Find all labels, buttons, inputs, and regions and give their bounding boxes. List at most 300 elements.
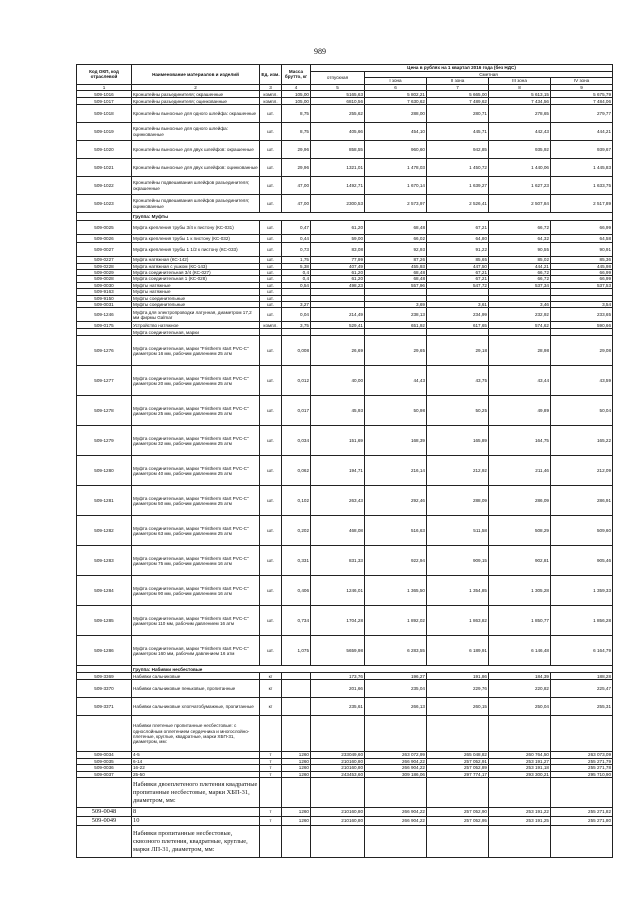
zone-1-price: 66,02 xyxy=(365,235,427,243)
item-unit: шт. xyxy=(260,546,282,576)
item-mass: 0,4 xyxy=(282,270,311,276)
zone-1-price: 263 072,99 xyxy=(365,752,427,758)
item-code: 509-1283 xyxy=(77,546,132,576)
release-price: 263,43 xyxy=(311,486,365,516)
release-price: 2300,53 xyxy=(311,195,365,213)
release-price: 173,76 xyxy=(311,673,365,680)
table-row xyxy=(77,680,613,698)
table-row xyxy=(77,516,613,546)
zone-2-price: 67,21 xyxy=(427,276,489,282)
zone-4-price: 255,31 xyxy=(551,698,613,716)
zone-2-price: 2 526,41 xyxy=(427,195,489,213)
zone-3-price: 85,02 xyxy=(489,257,551,263)
item-unit: т xyxy=(260,808,282,817)
zone-4-price: 444,21 xyxy=(551,123,613,141)
item-name: Набивки сальниковые пеньковые, пропитанные xyxy=(132,680,260,698)
zone-1-price: 309 186,06 xyxy=(365,771,427,777)
table-row xyxy=(77,336,613,366)
item-name: Кронштейны выносные для двух шлейфов: окрашенные xyxy=(132,141,260,159)
item-unit: шт. xyxy=(260,336,282,366)
zone-1-price: 50,98 xyxy=(365,396,427,426)
item-unit: кг xyxy=(260,698,282,716)
table-row xyxy=(77,123,613,141)
item-mass: 47,00 xyxy=(282,195,311,213)
zone-3-price: 1 627,23 xyxy=(489,177,551,195)
zone-1-price: 2 573,97 xyxy=(365,195,427,213)
item-mass: 1260 xyxy=(282,808,311,817)
header-mass: Масса брутто, кг xyxy=(282,65,311,85)
release-price: 26,69 xyxy=(311,336,365,366)
header-estimate-price: Сметная xyxy=(365,72,613,78)
item-code xyxy=(77,778,132,808)
header-code: Код ОКП, код отраслевой xyxy=(77,65,132,85)
item-mass xyxy=(282,680,311,698)
release-price: 61,20 xyxy=(311,221,365,235)
table-body xyxy=(77,91,613,858)
item-code: 509-3370 xyxy=(77,680,132,698)
zone-4-price: 263 073,09 xyxy=(551,752,613,758)
zone-1-price: 651,92 xyxy=(365,322,427,329)
item-code: 509-9163 xyxy=(77,289,132,295)
item-name: Набивки сальниковые хлопчатобумажные, пропитанные xyxy=(132,698,260,716)
zone-2-price: 257 052,91 xyxy=(427,758,489,764)
zone-3-price: 164,75 xyxy=(489,426,551,456)
zone-4-price: 590,66 xyxy=(551,322,613,329)
zone-4-price: 43,59 xyxy=(551,366,613,396)
item-code: 509-3369 xyxy=(77,673,132,680)
zone-4-price: 3,54 xyxy=(551,302,613,308)
release-price xyxy=(311,329,365,336)
item-name: 25-50 xyxy=(132,771,260,777)
release-price: 61,20 xyxy=(311,270,365,276)
item-unit xyxy=(260,716,282,752)
item-code: 509-1019 xyxy=(77,123,132,141)
item-name: Муфта соединительная, марки "Fristherm start PVC-C" диаметром 75 мм, рабочим давлением 16 атм xyxy=(132,546,260,576)
item-mass: 1260 xyxy=(282,771,311,777)
table-row xyxy=(77,817,613,826)
release-price: 529,41 xyxy=(311,322,365,329)
zone-3-price: 184,39 xyxy=(489,673,551,680)
zone-3-price: 902,81 xyxy=(489,546,551,576)
item-unit: компл. xyxy=(260,322,282,329)
item-mass: 29,96 xyxy=(282,141,311,159)
zone-4-price: 50,04 xyxy=(551,396,613,426)
zone-4-price: 255 271,82 xyxy=(551,808,613,817)
item-unit: шт. xyxy=(260,486,282,516)
zone-3-price: 253 191,22 xyxy=(489,808,551,817)
zone-4-price: 255 271,80 xyxy=(551,817,613,826)
header-zone-4: IV зона xyxy=(551,78,613,84)
item-unit: шт. xyxy=(260,295,282,301)
table-row xyxy=(77,243,613,257)
zone-4-price: 255 271,78 xyxy=(551,765,613,771)
item-unit: шт. xyxy=(260,289,282,295)
table-row xyxy=(77,329,613,336)
zone-4-price: 445,98 xyxy=(551,263,613,269)
zone-3-price: 5 613,15 xyxy=(489,91,551,98)
item-name: Муфта натяжная (КС-142) xyxy=(132,257,260,263)
zone-1-price: 960,60 xyxy=(365,141,427,159)
zone-3-price: 260 764,50 xyxy=(489,752,551,758)
release-price: 83,08 xyxy=(311,243,365,257)
zone-4-price xyxy=(551,826,613,858)
item-code: 509-0030 xyxy=(77,282,132,288)
zone-4-price: 1 633,75 xyxy=(551,177,613,195)
item-code: 509-0031 xyxy=(77,302,132,308)
item-code: 509-0035 xyxy=(77,758,132,764)
release-price xyxy=(311,826,365,858)
release-price: 210160,80 xyxy=(311,758,365,764)
item-unit: шт. xyxy=(260,302,282,308)
zone-1-price: 266 904,22 xyxy=(365,808,427,817)
item-code: 509-0048 xyxy=(77,808,132,817)
item-unit: т xyxy=(260,771,282,777)
zone-2-price: 234,99 xyxy=(427,308,489,322)
zone-2-price: 447,50 xyxy=(427,263,489,269)
zone-2-price: 5 665,00 xyxy=(427,91,489,98)
release-price: 468,08 xyxy=(311,516,365,546)
release-price: 210160,80 xyxy=(311,817,365,826)
item-name: Кронштейны выносные для двух шлейфов: оцинкованные xyxy=(132,159,260,177)
zone-3-price: 1 850,77 xyxy=(489,606,551,636)
table-row xyxy=(77,716,613,752)
zone-1-price: 266 904,22 xyxy=(365,765,427,771)
zone-3-price: 293 300,21 xyxy=(489,771,551,777)
item-code: 509-1023 xyxy=(77,195,132,213)
zone-3-price xyxy=(489,716,551,752)
item-unit: шт. xyxy=(260,243,282,257)
zone-3-price: 286,09 xyxy=(489,486,551,516)
zone-2-price xyxy=(427,826,489,858)
zone-3-price: 66,72 xyxy=(489,270,551,276)
zone-4-price xyxy=(551,778,613,808)
zone-1-price: 557,96 xyxy=(365,282,427,288)
zone-1-price: 3,69 xyxy=(365,302,427,308)
item-mass: 0,202 xyxy=(282,516,311,546)
zone-4-price: 188,28 xyxy=(551,673,613,680)
zone-3-price: 2 507,84 xyxy=(489,195,551,213)
zone-4-price: 64,58 xyxy=(551,235,613,243)
release-price: 214,49 xyxy=(311,308,365,322)
zone-4-price: 233,65 xyxy=(551,308,613,322)
item-name: Муфта крепления трубы 3/4 к пистону (КС-031) xyxy=(132,221,260,235)
zone-1-price: 288,00 xyxy=(365,105,427,123)
zone-1-price: 196,27 xyxy=(365,673,427,680)
table-row xyxy=(77,698,613,716)
item-name: Муфта соединительная, марки "Fristherm start PVC-C" диаметром 16 мм, рабочим давлением 25 атм xyxy=(132,336,260,366)
zone-4-price: 29,08 xyxy=(551,336,613,366)
item-code: 509-1285 xyxy=(77,606,132,636)
item-unit: шт. xyxy=(260,576,282,606)
item-mass: 5,38 xyxy=(282,263,311,269)
item-name: Муфта соединительная, марки "Fristherm start PVC-C" диаметром 63 мм, рабочим давлением 25 атм xyxy=(132,516,260,546)
column-number: 7 xyxy=(427,84,489,90)
item-name: Муфта соединительная, марки "Fristherm start PVC-C" диаметром 32 мм, рабочим давлением 25 атм xyxy=(132,426,260,456)
zone-4-price: 255 271,79 xyxy=(551,758,613,764)
item-code: 509-0036 xyxy=(77,765,132,771)
column-number: 8 xyxy=(489,84,551,90)
item-unit: кг xyxy=(260,680,282,698)
zone-4-price: 165,22 xyxy=(551,426,613,456)
zone-1-price: 238,13 xyxy=(365,308,427,322)
item-unit xyxy=(260,329,282,336)
table-row xyxy=(77,141,613,159)
zone-2-price: 942,85 xyxy=(427,141,489,159)
column-number: 1 xyxy=(77,84,132,90)
table-row xyxy=(77,606,613,636)
zone-3-price xyxy=(489,329,551,336)
table-row xyxy=(77,778,613,808)
table-row xyxy=(77,195,613,213)
item-code: 509-1278 xyxy=(77,396,132,426)
item-mass: 3,75 xyxy=(282,322,311,329)
item-name: Устройство натяжное xyxy=(132,322,260,329)
item-mass: 1260 xyxy=(282,765,311,771)
zone-4-price: 939,67 xyxy=(551,141,613,159)
item-name: Кронштейны выносные для одного шлейфа: окрашенные xyxy=(132,105,260,123)
item-name: Набивки двоеплетеного плетения квадратные пропитанные несбестовые, марки ХБП-31, диаметром, мм: xyxy=(132,778,260,808)
item-code: 509-0228 xyxy=(77,263,132,269)
item-mass: 3,27 xyxy=(282,302,311,308)
item-mass: 29,96 xyxy=(282,159,311,177)
item-code: 509-1279 xyxy=(77,426,132,456)
item-name: Муфта соединительная 1 (КС-028) xyxy=(132,276,260,282)
release-price: 233049,60 xyxy=(311,752,365,758)
item-unit: шт. xyxy=(260,141,282,159)
zone-3-price: 253 191,25 xyxy=(489,817,551,826)
table-row xyxy=(77,105,613,123)
zone-2-price: 29,18 xyxy=(427,336,489,366)
item-mass: 0,102 xyxy=(282,486,311,516)
price-table xyxy=(76,64,613,858)
zone-1-price: 455,93 xyxy=(365,263,427,269)
column-number: 2 xyxy=(132,84,260,90)
release-price: 194,71 xyxy=(311,456,365,486)
zone-1-price: 266 904,22 xyxy=(365,758,427,764)
header-prices-title: Цена в рублях на 1 квартал 2016 года (без НДС) xyxy=(311,65,613,72)
column-number: 6 xyxy=(365,84,427,90)
item-mass: 0,406 xyxy=(282,576,311,606)
item-code: 509-1280 xyxy=(77,456,132,486)
item-mass: 47,00 xyxy=(282,177,311,195)
zone-4-price: 286,91 xyxy=(551,486,613,516)
zone-4-price: 509,60 xyxy=(551,516,613,546)
zone-2-price: 257 052,89 xyxy=(427,765,489,771)
item-mass: 0,012 xyxy=(282,366,311,396)
item-name: Муфта соединительная, марки "Fristherm start PVC-C" диаметром 25 мм, рабочим давлением 25 атм xyxy=(132,396,260,426)
zone-4-price xyxy=(551,716,613,752)
item-unit: шт. xyxy=(260,396,282,426)
table-row xyxy=(77,826,613,858)
release-price: 407,49 xyxy=(311,263,365,269)
item-name: 8 xyxy=(132,808,260,817)
item-mass: 1,75 xyxy=(282,257,311,263)
item-name: Кронштейны подвешивания шлейфов разъединителя; оцинкованные xyxy=(132,195,260,213)
item-mass: 105,00 xyxy=(282,91,311,98)
zone-4-price: 537,53 xyxy=(551,282,613,288)
item-unit: т xyxy=(260,752,282,758)
item-name: 16-22 xyxy=(132,765,260,771)
zone-4-price: 90,91 xyxy=(551,243,613,257)
zone-1-price: 516,63 xyxy=(365,516,427,546)
item-code xyxy=(77,826,132,858)
item-code: 509-9150 xyxy=(77,295,132,301)
zone-2-price: 6 189,91 xyxy=(427,636,489,666)
zone-1-price xyxy=(365,716,427,752)
zone-3-price: 220,82 xyxy=(489,680,551,698)
zone-4-price: 6 164,79 xyxy=(551,636,613,666)
zone-3-price: 250,04 xyxy=(489,698,551,716)
zone-2-price xyxy=(427,716,489,752)
group-title: Группа: Набивки несбестовые xyxy=(132,666,613,673)
item-code: 509-1281 xyxy=(77,486,132,516)
column-number: 5 xyxy=(311,84,365,90)
zone-4-price: 2 517,89 xyxy=(551,195,613,213)
zone-2-price: 257 052,90 xyxy=(427,808,489,817)
zone-3-price: 66,72 xyxy=(489,276,551,282)
item-code: 509-1021 xyxy=(77,159,132,177)
header-zone-2: II зона xyxy=(427,78,489,84)
zone-1-price: 68,48 xyxy=(365,270,427,276)
zone-4-price: 1 359,33 xyxy=(551,576,613,606)
zone-4-price: 295 710,90 xyxy=(551,771,613,777)
zone-1-price xyxy=(365,778,427,808)
item-mass: 0,04 xyxy=(282,308,311,322)
zone-4-price: 1 856,28 xyxy=(551,606,613,636)
item-unit: т xyxy=(260,758,282,764)
item-unit: кг xyxy=(260,673,282,680)
item-code: 509-1277 xyxy=(77,366,132,396)
table-row xyxy=(77,235,613,243)
release-price: 1492,71 xyxy=(311,177,365,195)
release-price: 6810,56 xyxy=(311,98,365,105)
item-code: 509-1282 xyxy=(77,516,132,546)
zone-1-price: 922,94 xyxy=(365,546,427,576)
zone-4-price: 5 675,79 xyxy=(551,91,613,98)
item-mass xyxy=(282,778,311,808)
item-name: Набивки пропитанные несбестовые, сквозного плетения, квадратные, круглые, марки ЛП-31, диаметром, мм: xyxy=(132,826,260,858)
zone-2-price xyxy=(427,778,489,808)
table-row xyxy=(77,308,613,322)
zone-1-price: 92,93 xyxy=(365,243,427,257)
table-row xyxy=(77,177,613,195)
zone-1-price: 266 904,22 xyxy=(365,817,427,826)
item-mass xyxy=(282,673,311,680)
item-name: Кронштейны выносные для одного шлейфа: оцинкованные xyxy=(132,123,260,141)
item-code: 509-0028 xyxy=(77,276,132,282)
item-name: Муфта крепления трубы 1 к пистону (КС-032) xyxy=(132,235,260,243)
zone-1-price: 6 283,55 xyxy=(365,636,427,666)
zone-2-price: 617,65 xyxy=(427,322,489,329)
item-mass: 0,54 xyxy=(282,282,311,288)
release-price: 405,66 xyxy=(311,123,365,141)
zone-1-price: 44,43 xyxy=(365,366,427,396)
item-unit: компл. xyxy=(260,98,282,105)
release-price: 151,69 xyxy=(311,426,365,456)
item-name: Муфта соединительная, марки xyxy=(132,329,260,336)
zone-3-price: 278,65 xyxy=(489,105,551,123)
item-mass: 1,075 xyxy=(282,636,311,666)
item-code: 509-0175 xyxy=(77,322,132,329)
column-number: 4 xyxy=(282,84,311,90)
item-unit: т xyxy=(260,817,282,826)
table-row xyxy=(77,576,613,606)
zone-3-price: 7 434,56 xyxy=(489,98,551,105)
item-code: 509-1020 xyxy=(77,141,132,159)
zone-1-price: 1 670,14 xyxy=(365,177,427,195)
table-row xyxy=(77,808,613,817)
zone-2-price: 191,86 xyxy=(427,673,489,680)
zone-2-price: 280,71 xyxy=(427,105,489,123)
item-unit: шт. xyxy=(260,177,282,195)
zone-1-price xyxy=(365,329,427,336)
item-name: Муфты соединительные xyxy=(132,295,260,301)
release-price: 210160,80 xyxy=(311,765,365,771)
item-unit: шт. xyxy=(260,636,282,666)
zone-2-price: 229,76 xyxy=(427,680,489,698)
item-mass: 0,734 xyxy=(282,606,311,636)
zone-2-price: 50,25 xyxy=(427,396,489,426)
item-unit: т xyxy=(260,765,282,771)
item-unit: шт. xyxy=(260,221,282,235)
item-mass xyxy=(282,716,311,752)
zone-3-price: 43,44 xyxy=(489,366,551,396)
header-zone-1: I зона xyxy=(365,78,427,84)
zone-4-price: 1 445,83 xyxy=(551,159,613,177)
zone-1-price: 216,14 xyxy=(365,456,427,486)
zone-3-price: 1 305,28 xyxy=(489,576,551,606)
item-code: 509-1276 xyxy=(77,336,132,366)
table-row xyxy=(77,546,613,576)
zone-4-price: 279,77 xyxy=(551,105,613,123)
zone-3-price: 66,72 xyxy=(489,221,551,235)
item-unit: шт. xyxy=(260,276,282,282)
zone-3-price: 537,34 xyxy=(489,282,551,288)
zone-1-price: 1 478,03 xyxy=(365,159,427,177)
item-code: 509-0034 xyxy=(77,752,132,758)
zone-3-price: 49,89 xyxy=(489,396,551,426)
item-mass: 0,034 xyxy=(282,426,311,456)
zone-3-price: 90,55 xyxy=(489,243,551,257)
item-unit: шт. xyxy=(260,235,282,243)
zone-3-price: 64,32 xyxy=(489,235,551,243)
table-row xyxy=(77,322,613,329)
item-name: Муфта соединительная, марки "Fristherm start PVC-C" диаметром 20 мм, рабочим давлением 25 атм xyxy=(132,366,260,396)
item-unit xyxy=(260,826,282,858)
item-name: Муфты натяжные xyxy=(132,282,260,288)
table-row xyxy=(77,486,613,516)
zone-1-price: 68,48 xyxy=(365,221,427,235)
zone-2-price: 511,58 xyxy=(427,516,489,546)
zone-2-price xyxy=(427,329,489,336)
item-name: Муфта крепления трубы 1 1/2 к пистону (КС-033) xyxy=(132,243,260,257)
item-mass: 0,017 xyxy=(282,396,311,426)
table-row xyxy=(77,159,613,177)
zone-1-price: 5 802,21 xyxy=(365,91,427,98)
item-code: 509-1016 xyxy=(77,91,132,98)
release-price: 45,93 xyxy=(311,396,365,426)
zone-1-price: 168,39 xyxy=(365,426,427,456)
item-code: 509-0025 xyxy=(77,221,132,235)
release-price xyxy=(311,778,365,808)
item-code: 509-0049 xyxy=(77,817,132,826)
item-mass xyxy=(282,826,311,858)
item-name: Набивки плетеные пропитанные несбестовые: с однослойным оплетением сердечника и многослойно-плетеные, круглые, квадратные, марки ХБП-31, диаметром, мм: xyxy=(132,716,260,752)
item-mass: 1260 xyxy=(282,758,311,764)
item-name: Набивки сальниковые xyxy=(132,673,260,680)
item-code: 509-0037 xyxy=(77,771,132,777)
zone-2-price: 1 639,27 xyxy=(427,177,489,195)
